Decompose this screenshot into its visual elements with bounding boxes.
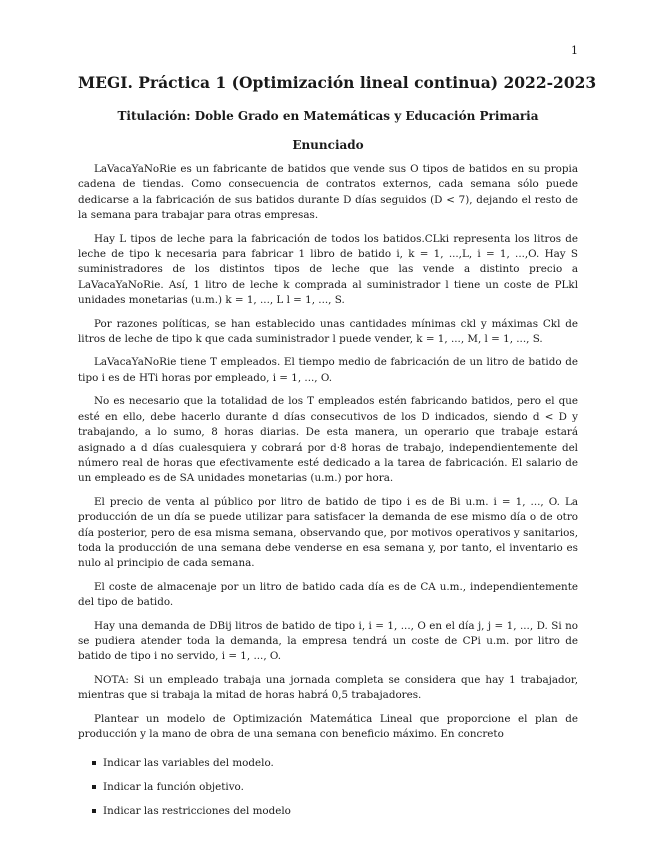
list-item	[78, 804, 578, 819]
bullet-icon	[92, 785, 96, 789]
paragraph-milk-types: Hay L tipos de leche para la fabricación de todos los batidos.CLki representa los litros de leche de tipo k necesaria para fabricar 1 libro de batido i, k = 1, ...,L, i = 1, ...,O. Hay S suministradores de los distintos tipos de leche que las vende a distinto precio a LaVacaYaNoRie. Así, 1 litro de leche k comprada al suministrador l tiene un coste de PLkl unidades monetarias (u.m.) k = 1, ..., L l = 1, ..., S.	[78, 232, 578, 307]
page-number: 1	[571, 44, 578, 57]
paragraph-work-schedule: No es necesario que la totalidad de los T empleados estén fabricando batidos, pero el que esté en ello, debe hacerlo durante d días consecutivos de los D indicados, siendo d < D y trabajando, a lo sumo, 8 horas diarias. De esta manera, un operario que trabaje estará asignado a d días cualesquiera y cobrará por d·8 horas de trabajo, independientemente del número real de horas que efectivamente esté dedicado a la tarea de fabricación. El salario de un empleado es de SA unidades monetarias (u.m.) por hora.	[78, 395, 578, 485]
task-variables: Indicar las variables del modelo.	[103, 757, 274, 770]
bullet-icon	[92, 761, 96, 765]
task-list	[78, 756, 578, 819]
task-constraints: Indicar las restricciones del modelo	[103, 805, 291, 818]
task-objective: Indicar la función objetivo.	[103, 781, 244, 794]
paragraph-demand: Hay una demanda de DBij litros de batido de tipo i, i = 1, ..., O en el día j, j = 1, ..., D. Si no se pudiera atender toda la demanda, la empresa tendrá un coste de CPi u.m. por litro de batido de tipo i no servido, i = 1, ..., O.	[78, 619, 578, 663]
document-title: MEGI. Práctica 1 (Optimización lineal continua) 2022-2023	[78, 73, 597, 92]
section-heading: Enunciado	[292, 138, 364, 152]
list-item	[78, 780, 578, 795]
bullet-icon	[92, 809, 96, 813]
paragraph-employees: LaVacaYaNoRie tiene T empleados. El tiempo medio de fabricación de un litro de batido de tipo i es de HTi horas por empleado, i = 1, ..., O.	[78, 356, 578, 384]
paragraph-note: NOTA: Si un empleado trabaja una jornada completa se considera que hay 1 trabajador, mientras que si trabaja la mitad de horas habrá 0,5 trabajadores.	[78, 673, 578, 702]
paragraph-storage-cost: El coste de almacenaje por un litro de batido cada día es de CA u.m., independientemente del tipo de batido.	[78, 580, 578, 609]
paragraph-task: Plantear un modelo de Optimización Matemática Lineal que proporcione el plan de producción y la mano de obra de una semana con beneficio máximo. En concreto	[78, 712, 578, 740]
paragraph-supplier-limits: Por razones políticas, se han establecido unas cantidades mínimas ckl y máximas Ckl de litros de leche de tipo k que cada suministrador l puede vender, k = 1, ..., M, l = 1, ..., S.	[78, 317, 578, 346]
list-item	[78, 756, 578, 771]
paragraph-intro: LaVacaYaNoRie es un fabricante de batidos que vende sus O tipos de batidos en su propia cadena de tiendas. Como consecuencia de contratos externos, cada semana sólo puede dedicarse a la fabricación de sus batidos durante D días seguidos (D < 7), dejando el resto de la semana para trabajar para otras empresas.	[78, 163, 578, 222]
paragraph-sale-price: El precio de venta al público por litro de batido de tipo i es de Bi u.m. i = 1, ..., O. La producción de un día se puede utilizar para satisfacer la demanda de ese mismo día o de otro día posterior, pero de esa misma semana, observando que, por motivos operativos y sanitarios, toda la producción de una semana debe venderse en esa semana y, por tanto, el inventario es nulo al principio de cada semana.	[78, 495, 578, 570]
degree-subtitle: Titulación: Doble Grado en Matemáticas y Educación Primaria	[117, 109, 539, 123]
problem-statement	[78, 162, 578, 828]
